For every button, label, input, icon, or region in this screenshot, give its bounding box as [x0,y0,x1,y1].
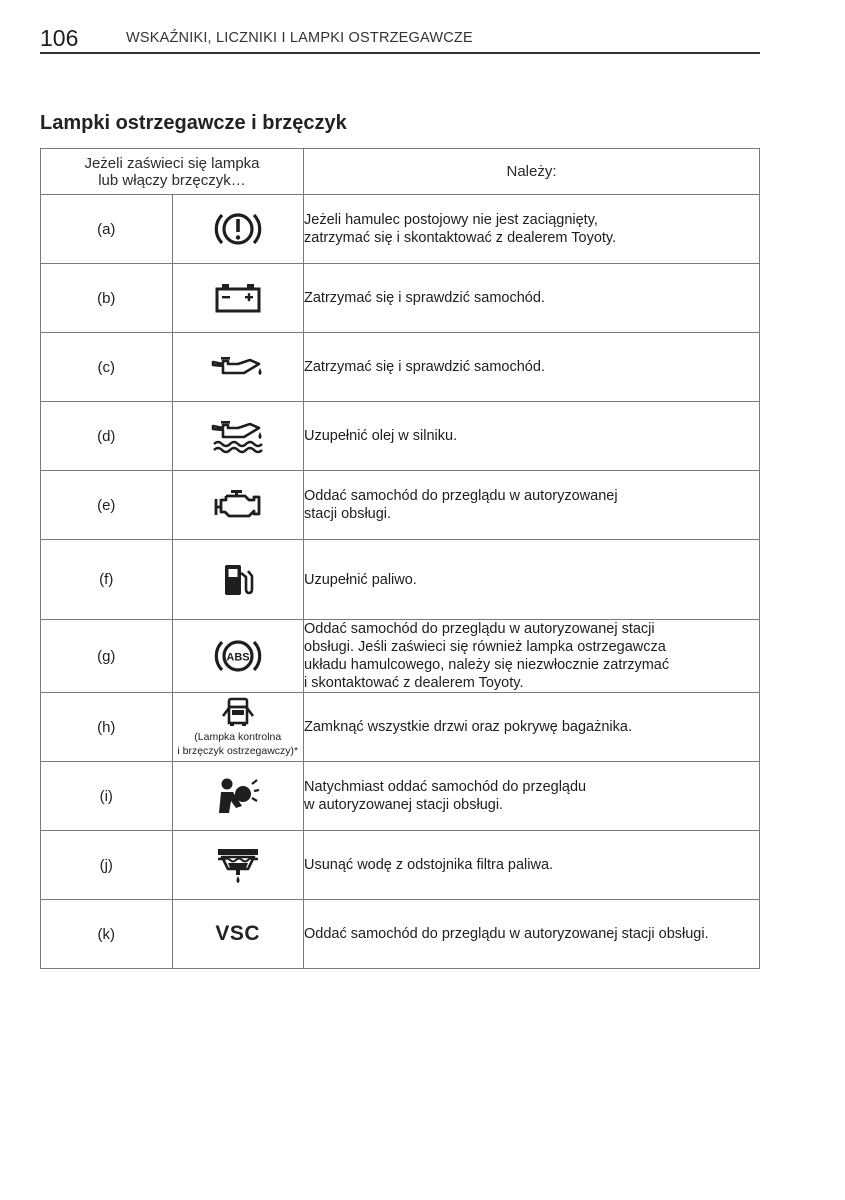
row-action: Oddać samochód do przeglądu w autoryzowanej stacji obsługi. [304,471,760,540]
oil-level-icon [210,417,266,455]
page-header [40,24,760,54]
running-title: WSKAŹNIKI, LICZNIKI I LAMPKI OSTRZEGAWCZE [126,30,473,46]
airbag-icon [216,776,260,816]
row-label: (k) [41,900,173,969]
door-open-icon [220,696,256,728]
row-action: Jeżeli hamulec postojowy nie jest zaciągnięty, zatrzymać się i skontaktować z dealerem Toyoty. [304,195,760,264]
row-label: (a) [41,195,173,264]
table-row [41,693,760,762]
row-label: (c) [41,333,173,402]
row-label: (d) [41,402,173,471]
row-action: Oddać samochód do przeglądu w autoryzowanej stacji obsługi. Jeśli zaświeci się również lampka ostrzegawcza układu hamulcowego, należy się niezwłocznie zatrzymać i skontaktować z dealerem Toyoty. [304,620,760,693]
table-row [41,540,760,620]
row-label: (b) [41,264,173,333]
table-row [41,402,760,471]
table-header-row [41,149,760,195]
row-label: (j) [41,831,173,900]
table-row [41,471,760,540]
row-action: Natychmiast oddać samochód do przeglądu w autoryzowanej stacji obsługi. [304,762,760,831]
door-icon-note: (Lampka kontrolna i brzęczyk ostrzegawczy)* [177,731,299,757]
vsc-indicator: VSC [215,922,261,945]
battery-icon [214,282,262,314]
page-number: 106 [40,25,79,51]
table-row [41,831,760,900]
row-label: (g) [41,620,173,693]
warning-lights-table [40,148,760,969]
table-row [41,264,760,333]
row-action: Uzupełnić olej w silniku. [304,402,760,471]
row-action: Zatrzymać się i sprawdzić samochód. [304,264,760,333]
table-row [41,195,760,264]
check-engine-icon [213,487,263,523]
fuel-filter-water-icon [214,845,262,885]
row-action: Oddać samochód do przeglądu w autoryzowanej stacji obsługi. [304,900,760,969]
row-label: (h) [41,693,173,762]
table-row [41,333,760,402]
row-label: (i) [41,762,173,831]
row-action: Usunąć wodę z odstojnika filtra paliwa. [304,831,760,900]
column-header-condition: Jeżeli zaświeci się lampka lub włączy brzęczyk… [41,149,304,195]
section-title: Lampki ostrzegawcze i brzęczyk [40,112,347,134]
table-row [41,900,760,969]
table-row [41,762,760,831]
row-action: Uzupełnić paliwo. [304,540,760,620]
table-row [41,620,760,693]
abs-icon-text: ABS [226,651,250,664]
abs-icon [214,636,262,676]
row-label: (f) [41,540,173,620]
row-action: Zatrzymać się i sprawdzić samochód. [304,333,760,402]
brake-warning-icon [214,209,262,249]
oil-pressure-icon [210,353,266,381]
row-action: Zamknąć wszystkie drzwi oraz pokrywę bagażnika. [304,693,760,762]
fuel-pump-icon [222,562,254,598]
row-label: (e) [41,471,173,540]
column-header-action: Należy: [304,149,760,195]
